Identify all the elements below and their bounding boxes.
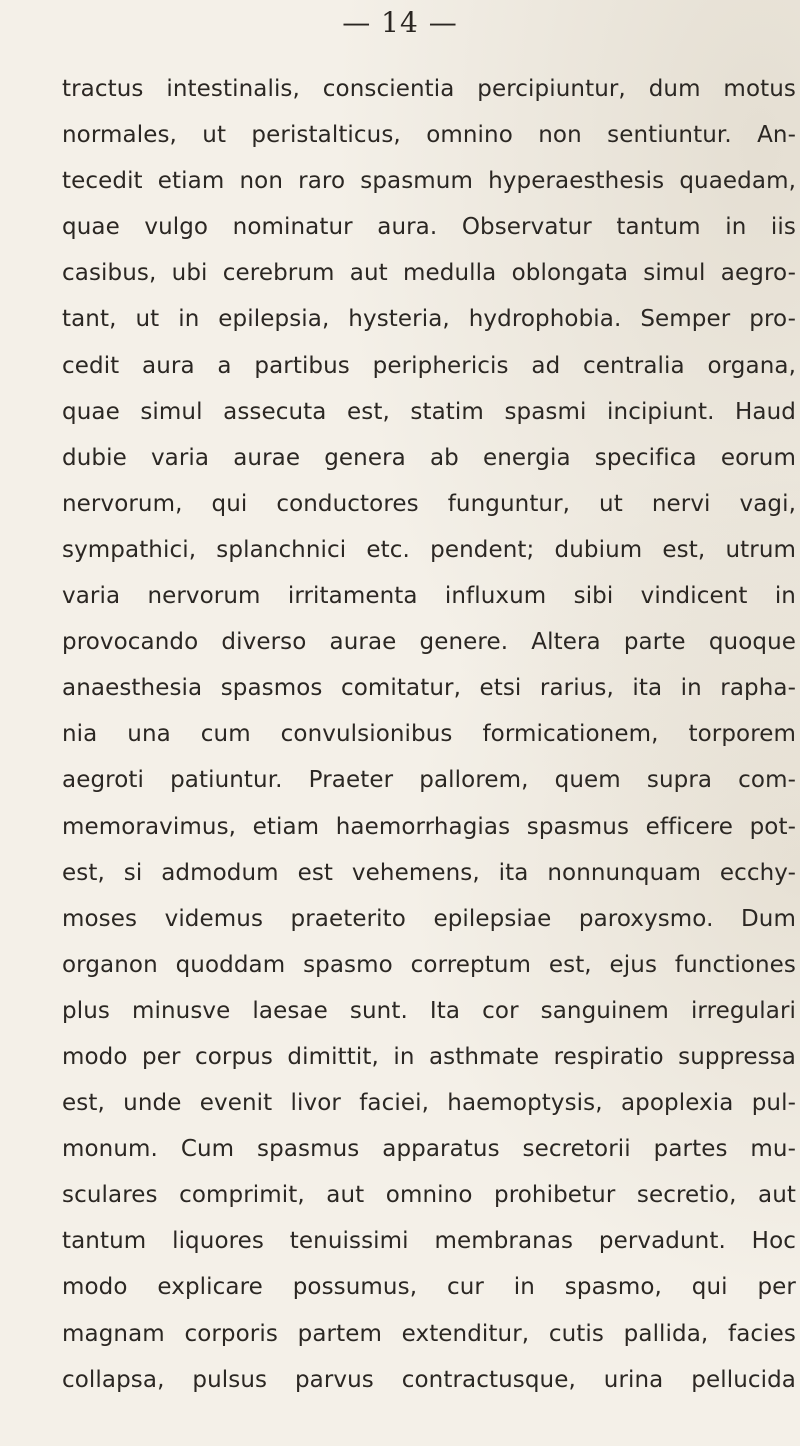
page-number: — 14 —	[342, 6, 458, 39]
text-line: normales, ut peristalticus, omnino non sentiuntur. An-	[62, 122, 796, 149]
text-line: sympathici, splanchnici etc. pendent; dubium est, utrum	[62, 536, 796, 563]
text-line: modo explicare possumus, cur in spasmo, qui per	[62, 1274, 796, 1301]
text-line: tantum liquores tenuissimi membranas pervadunt. Hoc	[62, 1228, 796, 1255]
text-line: est, si admodum est vehemens, ita nonnunquam ecchy-	[62, 859, 796, 886]
text-line: modo per corpus dimittit, in asthmate respiratio suppressa	[62, 1043, 796, 1070]
text-line: cedit aura a partibus periphericis ad centralia organa,	[62, 352, 796, 379]
text-line: collapsa, pulsus parvus contractusque, urina pellucida	[62, 1366, 796, 1393]
text-line: est, unde evenit livor faciei, haemoptysis, apoplexia pul-	[62, 1090, 796, 1117]
text-line: tecedit etiam non raro spasmum hyperaesthesis quaedam,	[62, 168, 796, 195]
text-line: quae simul assecuta est, statim spasmi incipiunt. Haud	[62, 398, 796, 425]
text-line: memoravimus, etiam haemorrhagias spasmus efficere pot-	[62, 813, 796, 840]
text-line: provocando diverso aurae genere. Altera parte quoque	[62, 629, 796, 656]
text-line: dubie varia aurae genera ab energia specifica eorum	[62, 444, 796, 471]
text-line: magnam corporis partem extenditur, cutis pallida, facies	[62, 1320, 796, 1347]
text-line: casibus, ubi cerebrum aut medulla oblongata simul aegro-	[62, 260, 796, 287]
text-line: aegroti patiuntur. Praeter pallorem, quem supra com-	[62, 767, 796, 794]
text-line: nervorum, qui conductores funguntur, ut nervi vagi,	[62, 490, 796, 517]
text-line: nia una cum convulsionibus formicationem, torporem	[62, 721, 796, 748]
text-line: plus minusve laesae sunt. Ita cor sanguinem irregulari	[62, 997, 796, 1024]
text-line: monum. Cum spasmus apparatus secretorii partes mu-	[62, 1136, 796, 1163]
text-line: quae vulgo nominatur aura. Observatur tantum in iis	[62, 214, 796, 241]
text-line: tractus intestinalis, conscientia percipiuntur, dum motus	[62, 76, 796, 102]
text-line: tant, ut in epilepsia, hysteria, hydrophobia. Semper pro-	[62, 306, 796, 333]
text-line: moses videmus praeterito epilepsiae paroxysmo. Dum	[62, 905, 796, 932]
text-line: organon quoddam spasmo correptum est, ejus functiones	[62, 951, 796, 978]
text-line: sculares comprimit, aut omnino prohibetur secretio, aut	[62, 1182, 796, 1209]
text-line: varia nervorum irritamenta influxum sibi vindicent in	[62, 583, 796, 610]
body-text	[62, 66, 796, 1403]
text-line: anaesthesia spasmos comitatur, etsi rarius, ita in rapha-	[62, 675, 796, 702]
